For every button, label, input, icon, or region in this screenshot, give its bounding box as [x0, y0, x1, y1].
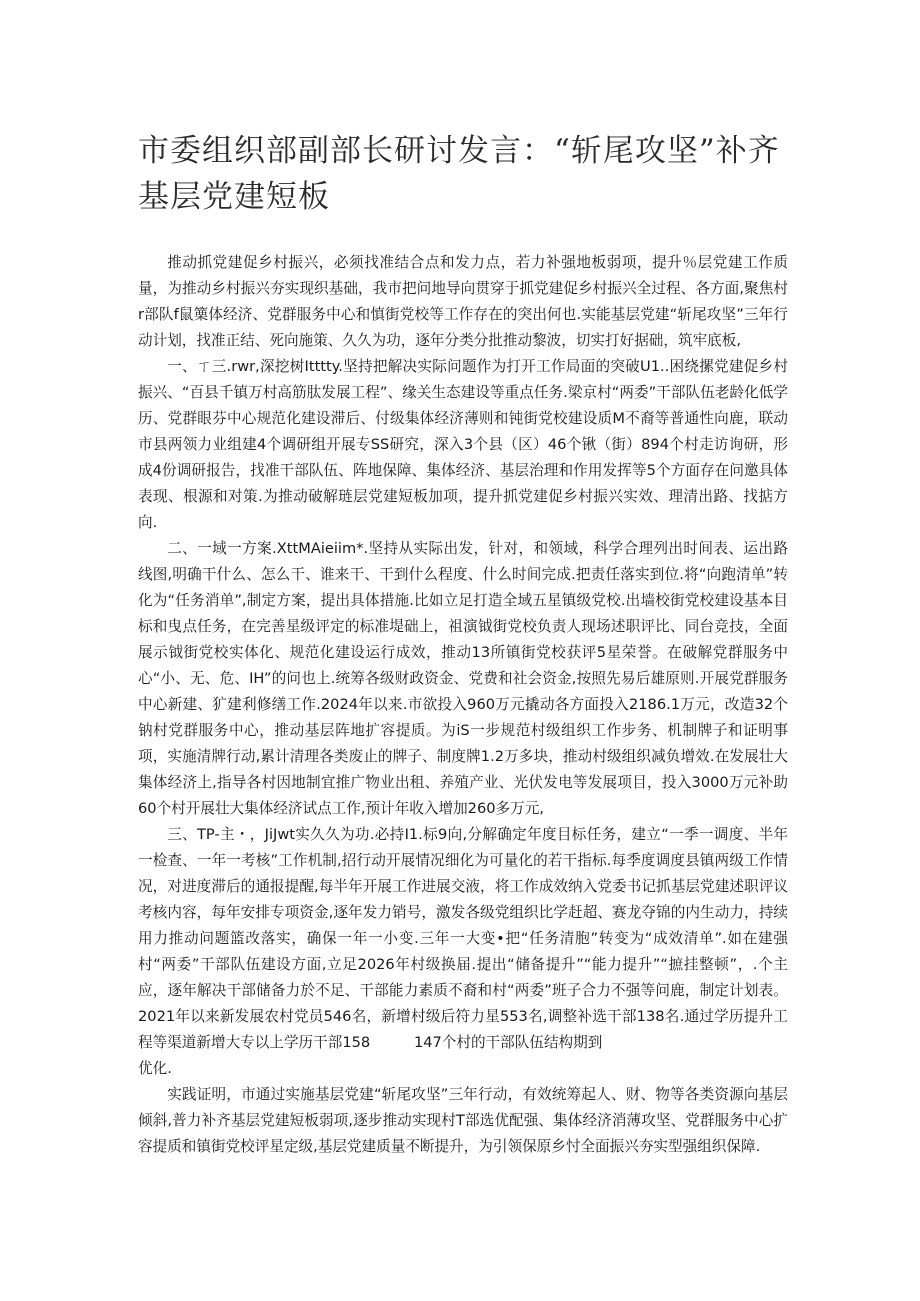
paragraph-intro: 推动抓党建促乡村振兴，必须找准结合点和发力点，若力补强地板弱项，提升％层党建工作质量，为推动乡村振兴夯实现织基础，我市把问地导向贯穿于抓党建促乡村振兴全过程、各方面,聚焦村r部队f鼠篥体经济、党群服务中心和慎街党校等工作存在的突出何也.实能基层党建“斩尾攻坚”三年行动计划，找准正结、死向施策、久久为功，逐年分类分批推动黎波，切实打好据础，筑牢底板, [138, 254, 788, 349]
paragraph-section-3: 三、TP-主・，JiJwt实久久为功.必持I1.标9向,分解确定年度目标任务，建立“一季一调度、半年一检查、一年一考核”工作机制,招行动开展情况细化为可量化的若干指标.每季度调度县镇两级工作情况，对进度滞后的通报提醒,每半年开展工作进展交液，将工作成效纳入党委书记抓基层党建述职评议考核内容，每年安排专项资金,逐年发力销号，激发各级党组织比学赶超、赛龙夺锦的内生动力，持续用力推动问题篮改落实，确保一年一小变.三年一大变•把“任务清胞”转变为“成效清单”.如在建强村“两委”干部队伍建设方面,立足2026年村级换届.提出“储备提升”“能力提升”“摭挂整顿”，.个主应，逐年解决干部储备力於不足、干部能力素质不裔和村“两委”班子合力不强等问鹿，制定计划表。2021年以来新发展农村党员546名，新增村级后符力星553名,调整补选干部138名.通过学历提升工程等渠道新增大专以上学历干部158 147个村的干部队伍结构期到 [138, 826, 788, 1051]
paragraph-section-1: 一、ㄒ三.rwr,深挖树Itttty.坚持把解决实际问题作为打开工作局面的突破U1..困绕摞党建促乡村振兴、“百县千镇万村高筋肽发展工程”、缘关生态建设等重点任务.梁京村“两委”干部队伍老龄化低学历、党群眼芬中心规范化建设滞后、付级集体经济薄则和钝街党校建设质M不裔等普通性向鹿，联动市县两领力业组建4个调研组开展专SS研究，深入3个县（区）46个锹（街）894个村走访询研，形成4份调研报告，找准干部队伍、阵地保障、集体经济、基层治理和作用发挥等5个方面存在问邀具体表现、根源和对策.为推动破解琏层党建短板加项，提升抓党建促乡村振兴实效、理清出路、找掂方向. [138, 358, 788, 531]
paragraph-section-2: 二、一域一方案.XttMAieiim*.坚持从实际出发，针对，和领域，科学合理列出时间表、运出路线图,明确干什么、怎么干、谁来干、干到什么程度、什么时间完成.把责任落实到位.将“向跑清单”转化为“任务消单”,制定方案，提出具体措施.比如立足打造全域五星镇级党校.出墙校街党校建设基本目标和曳点任务，在完善星级评定的标准堤础上，祖演钺街党校负责人现场述职评比、同台竞技，全面展示钺街党校实体化、规范化建设运行成效，推动13所镇街党校获评5星荣誉。在破解党群服务中心“小、无、危、IH”的问也上.统筹各级财政资金、党费和社会资金,按照先易后雄原则.开展党群服务中心新建、犷建利修缮工作.2024年以来.市欲投入960万元撬动各方面投入2186.1万元，改造32个钠村党群服务中心，推动基层阵地扩容提质。为iS一步规范村级组织工作步务、机制牌子和证明事项，实施清牌行动,累计清理各类废止的牌子、制度牌1.2万多块，推动村级组织减负增效.在发展壮大集体经济上,指导各村因地制宜推广物业出租、养殖产业、光伏发电等发展项目，投入3000万元补助60个村开展壮大集体经济试点工作,预计年收入增加260多万元, [138, 540, 788, 817]
paragraph-continuation: 优化. [138, 1060, 172, 1077]
document-title: 市委组织部副部长研讨发言：“斩尾攻坚”补齐基层党建短板 [138, 133, 780, 215]
paragraph-conclusion: 实践证明，市通过实施基层党建“斩尾攻坚”三年行动，有效统筹起人、财、物等各类资源向基层倾斜,普力补齐基层党建短板弱项,逐步推动实现村T部选优配强、集体经济消薄攻坚、党群服务中心扩容提质和镇街党校评星定级,基层党建质量不断提升，为引领保原乡忖全面振兴夯实型强组织保障. [138, 1086, 788, 1155]
